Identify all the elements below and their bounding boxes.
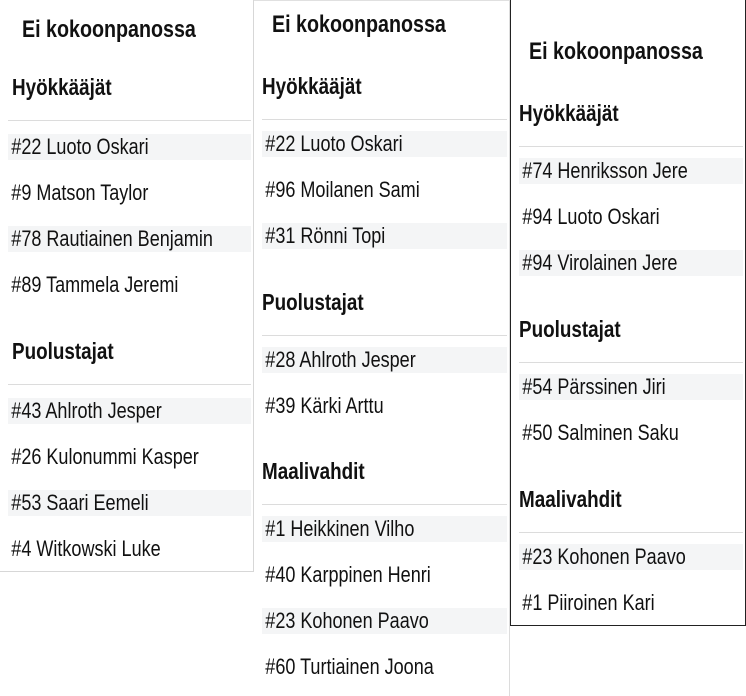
player-name: #39 Kärki Arttu — [265, 393, 384, 418]
section-divider — [262, 335, 507, 336]
section-title: Puolustajat — [12, 338, 114, 364]
player-name: #28 Ahlroth Jesper — [265, 347, 416, 372]
player-row[interactable] — [519, 250, 743, 276]
player-row[interactable] — [8, 134, 251, 160]
card-title: Ei kokoonpanossa — [272, 11, 446, 38]
section-title: Hyökkääjät — [519, 100, 619, 126]
roster-card-2 — [254, 0, 510, 696]
player-row[interactable] — [8, 272, 251, 298]
player-name: #31 Rönni Topi — [265, 223, 386, 248]
player-row[interactable] — [519, 374, 743, 400]
player-name: #53 Saari Eemeli — [11, 490, 149, 515]
player-row[interactable] — [8, 490, 251, 516]
player-row[interactable] — [519, 204, 743, 230]
section-title: Puolustajat — [262, 289, 364, 315]
player-row[interactable] — [8, 444, 251, 470]
player-name: #43 Ahlroth Jesper — [11, 398, 162, 423]
section-divider — [262, 119, 507, 120]
section-divider — [8, 384, 251, 385]
section-divider — [519, 532, 743, 533]
player-row[interactable] — [262, 393, 507, 419]
roster-card-3 — [510, 0, 746, 626]
section-title: Maalivahdit — [519, 486, 622, 512]
player-name: #94 Virolainen Jere — [522, 250, 678, 275]
player-name: #1 Heikkinen Vilho — [265, 516, 415, 541]
player-name: #23 Kohonen Paavo — [265, 608, 429, 633]
player-name: #9 Matson Taylor — [11, 180, 149, 205]
player-row[interactable] — [8, 536, 251, 562]
player-row[interactable] — [262, 223, 507, 249]
player-name: #26 Kulonummi Kasper — [11, 444, 199, 469]
player-name: #96 Moilanen Sami — [265, 177, 420, 202]
player-name: #78 Rautiainen Benjamin — [11, 226, 213, 251]
player-name: #22 Luoto Oskari — [265, 131, 403, 156]
player-row[interactable] — [262, 131, 507, 157]
player-name: #50 Salminen Saku — [522, 420, 679, 445]
player-name: #89 Tammela Jeremi — [11, 272, 179, 297]
player-row[interactable] — [262, 562, 507, 588]
player-name: #54 Pärssinen Jiri — [522, 374, 666, 399]
player-name: #22 Luoto Oskari — [11, 134, 149, 159]
player-row[interactable] — [8, 398, 251, 424]
section-divider — [519, 362, 743, 363]
player-row[interactable] — [262, 654, 507, 680]
player-name: #23 Kohonen Paavo — [522, 544, 686, 569]
player-name: #60 Turtiainen Joona — [265, 654, 434, 679]
section-divider — [8, 120, 251, 121]
section-title: Puolustajat — [519, 316, 621, 342]
player-row[interactable] — [8, 180, 251, 206]
player-row[interactable] — [519, 420, 743, 446]
section-title: Maalivahdit — [262, 458, 365, 484]
player-row[interactable] — [262, 347, 507, 373]
section-divider — [262, 504, 507, 505]
roster-card-1 — [0, 0, 254, 572]
card-title: Ei kokoonpanossa — [529, 38, 703, 65]
player-name: #94 Luoto Oskari — [522, 204, 660, 229]
player-row[interactable] — [262, 608, 507, 634]
player-row[interactable] — [262, 516, 507, 542]
player-row[interactable] — [519, 158, 743, 184]
card-title: Ei kokoonpanossa — [22, 16, 196, 43]
player-name: #40 Karppinen Henri — [265, 562, 431, 587]
player-name: #74 Henriksson Jere — [522, 158, 688, 183]
section-divider — [519, 146, 743, 147]
section-title: Hyökkääjät — [262, 73, 362, 99]
player-name: #4 Witkowski Luke — [11, 536, 161, 561]
section-title: Hyökkääjät — [12, 74, 112, 100]
player-row[interactable] — [519, 590, 743, 616]
player-row[interactable] — [519, 544, 743, 570]
player-row[interactable] — [8, 226, 251, 252]
player-row[interactable] — [262, 177, 507, 203]
player-name: #1 Piiroinen Kari — [522, 590, 655, 615]
